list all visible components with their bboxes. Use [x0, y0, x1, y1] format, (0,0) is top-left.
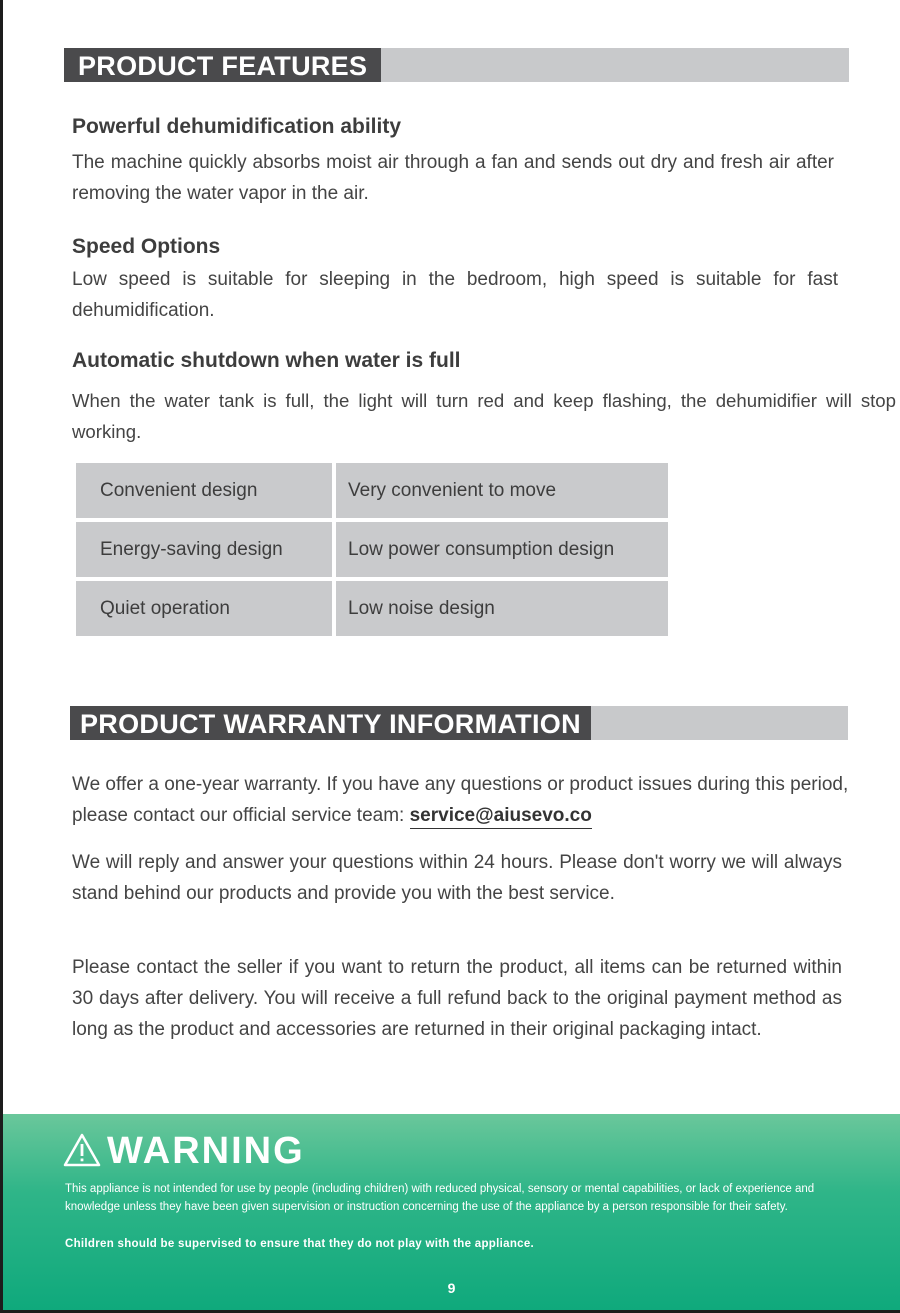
feature-heading-shutdown: Automatic shutdown when water is full: [72, 349, 461, 372]
table-cell: Energy-saving design: [76, 522, 332, 577]
warning-box: [3, 1114, 900, 1310]
warranty-section-title: PRODUCT WARRANTY INFORMATION: [70, 706, 591, 740]
table-row: [76, 581, 668, 636]
table-row: [76, 522, 668, 577]
feature-heading-dehumidification: Powerful dehumidification ability: [72, 115, 402, 138]
warning-text: This appliance is not intended for use by people (including children) with reduced physical, sensory or mental capabilities, or lack of experience and knowledge unless they have been given supervision or instruction concerning the use of the appliance by a person responsible for their safety.: [65, 1183, 815, 1213]
warranty-paragraph-reply: We will reply and answer your questions within 24 hours. Please don't worry we will always stand behind our products and provide you with the best service.: [72, 852, 842, 904]
table-cell: Convenient design: [76, 463, 332, 518]
feature-body-speed: Low speed is suitable for sleeping in the bedroom, high speed is suitable for fast dehumidification.: [72, 269, 838, 321]
table-cell: Low power consumption design: [336, 522, 668, 577]
feature-body-shutdown: When the water tank is full, the light will turn red and keep flashing, the dehumidifier will stop working.: [72, 390, 896, 442]
warranty-contact-text: We offer a one-year warranty. If you have any questions or product issues during this period, please contact our official service team:: [72, 774, 849, 826]
warning-supervision-note: Children should be supervised to ensure that they do not play with the appliance.: [65, 1238, 535, 1250]
features-section-bar: [64, 48, 849, 82]
table-cell: Low noise design: [336, 581, 668, 636]
page-number: 9: [447, 1280, 456, 1296]
feature-heading-speed: Speed Options: [72, 235, 221, 258]
warranty-paragraph-return: Please contact the seller if you want to return the product, all items can be returned within 30 days after delivery. You will receive a full refund back to the original payment method as long as the product and accessories are returned in their original packaging intact.: [72, 957, 842, 1040]
warranty-section-bar: [70, 706, 848, 740]
warning-triangle-icon: [63, 1130, 107, 1172]
features-table: [72, 459, 672, 640]
table-row: [76, 463, 668, 518]
warning-title: [63, 1130, 305, 1173]
service-email-link[interactable]: service@aiusevo.co: [410, 805, 592, 829]
warranty-paragraph-contact: [72, 769, 852, 831]
features-section-title: PRODUCT FEATURES: [64, 48, 381, 82]
table-cell: Quiet operation: [76, 581, 332, 636]
warning-title-text: WARNING: [107, 1130, 305, 1172]
table-cell: Very convenient to move: [336, 463, 668, 518]
feature-body-dehumidification: The machine quickly absorbs moist air through a fan and sends out dry and fresh air after removing the water vapor in the air.: [72, 152, 834, 204]
